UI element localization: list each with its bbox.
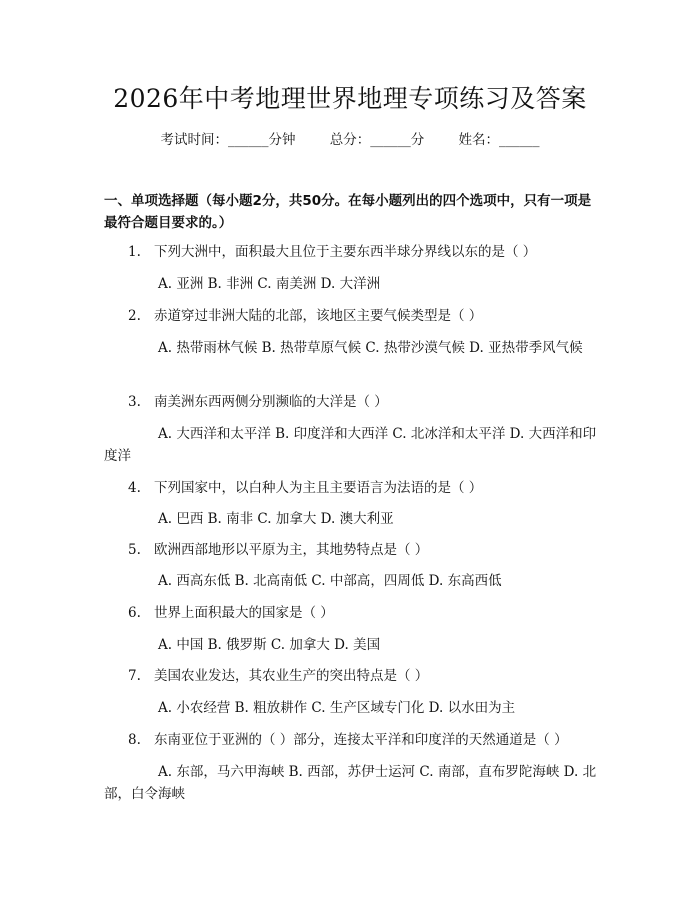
question-7 xyxy=(104,665,599,687)
question-options: A. 大西洋和太平洋 B. 印度洋和大西洋 C. 北冰洋和太平洋 D. 大西洋和印度洋 xyxy=(104,426,597,464)
question-number: 2. xyxy=(128,308,141,324)
section-heading: 一、单项选择题（每小题2分，共50分。在每小题列出的四个选项中，只有一项是最符合题目要求的。） xyxy=(104,193,592,231)
question-3 xyxy=(104,391,599,413)
question-options: A. 小农经营 B. 粗放耕作 C. 生产区域专门化 D. 以水田为主 xyxy=(158,700,516,716)
question-text: 下列大洲中，面积最大且位于主要东西半球分界线以东的是（ ） xyxy=(154,244,537,260)
question-text: 赤道穿过非洲大陆的北部，该地区主要气候类型是（ ） xyxy=(154,308,483,324)
question-text: 美国农业发达，其农业生产的突出特点是（ ） xyxy=(154,668,429,684)
question-number: 3. xyxy=(128,394,141,410)
question-text: 南美洲东西两侧分别濒临的大洋是（ ） xyxy=(154,394,388,410)
question-text: 欧洲西部地形以平原为主，其地势特点是（ ） xyxy=(154,542,429,558)
question-5 xyxy=(104,539,599,561)
question-number: 7. xyxy=(128,668,141,684)
question-number: 8. xyxy=(128,732,141,748)
student-name-field: 姓名：______ xyxy=(458,132,540,148)
question-options: A. 亚洲 B. 非洲 C. 南美洲 D. 大洋洲 xyxy=(158,276,381,292)
total-score-field: 总分：______分 xyxy=(329,132,425,148)
question-number: 5. xyxy=(128,542,141,558)
question-1 xyxy=(104,241,599,263)
question-options: A. 东部，马六甲海峡 B. 西部，苏伊士运河 C. 南部，直布罗陀海峡 D. 北部，白令海峡 xyxy=(104,764,597,802)
question-text: 下列国家中，以白种人为主且主要语言为法语的是（ ） xyxy=(154,480,483,496)
exam-meta xyxy=(0,130,700,150)
question-number: 6. xyxy=(128,605,141,621)
question-2 xyxy=(104,305,599,327)
exam-title: 2026年中考地理世界地理专项练习及答案 xyxy=(113,84,587,113)
question-4 xyxy=(104,477,599,499)
question-number: 4. xyxy=(128,480,141,496)
question-text: 世界上面积最大的国家是（ ） xyxy=(154,605,334,621)
question-options: A. 热带雨林气候 B. 热带草原气候 C. 热带沙漠气候 D. 亚热带季风气候 xyxy=(158,340,583,356)
question-options: A. 巴西 B. 南非 C. 加拿大 D. 澳大利亚 xyxy=(158,511,394,527)
question-8 xyxy=(104,729,599,751)
exam-time-field: 考试时间：______分钟 xyxy=(160,132,296,148)
question-text: 东南亚位于亚洲的（ ）部分，连接太平洋和印度洋的天然通道是（ ） xyxy=(154,732,568,748)
question-number: 1. xyxy=(128,244,141,260)
question-options: A. 中国 B. 俄罗斯 C. 加拿大 D. 美国 xyxy=(158,637,381,653)
question-6 xyxy=(104,602,599,624)
question-options: A. 西高东低 B. 北高南低 C. 中部高，四周低 D. 东高西低 xyxy=(158,573,502,589)
